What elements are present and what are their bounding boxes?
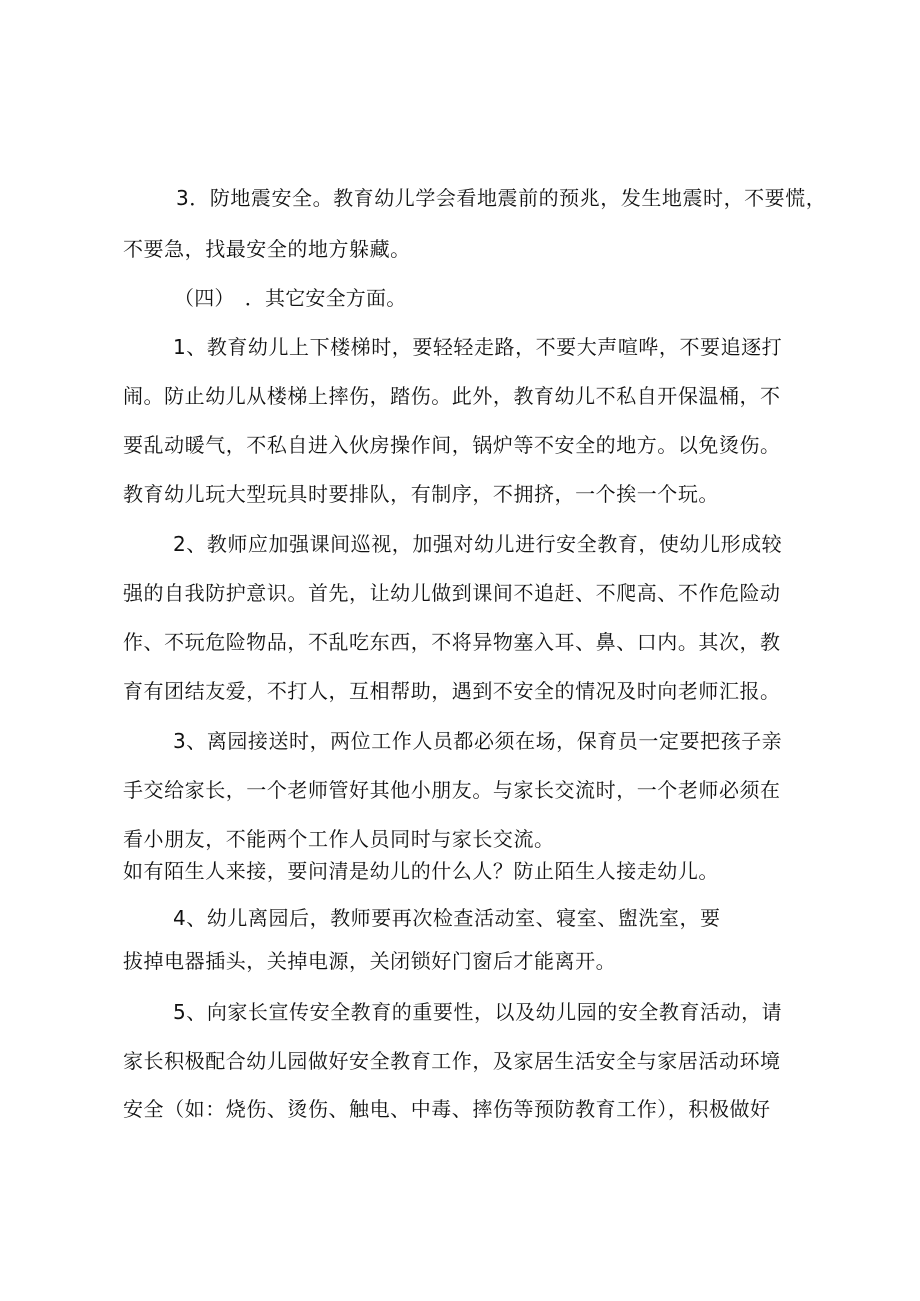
paragraph-line: 闹。防止幼儿从楼梯上摔伤，踏伤。此外，教育幼儿不私自开保温桶，不 — [123, 384, 781, 408]
paragraph-line: 拔掉电器插头，关掉电源，关闭锁好门窗后才能离开。 — [123, 949, 617, 973]
paragraph-line: 家长积极配合幼儿园做好安全教育工作，及家居生活安全与家居活动环境 — [123, 1049, 781, 1073]
paragraph-line: 安全（如：烧伤、烫伤、触电、中毒、摔伤等预防教育工作），积极做好 — [123, 1097, 771, 1121]
paragraph-line: 5、向家长宣传安全教育的重要性，以及幼儿园的安全教育活动，请 — [173, 1000, 783, 1024]
paragraph-line: 作、不玩危险物品，不乱吃东西，不将异物塞入耳、鼻、口内。其次，教 — [123, 630, 781, 654]
paragraph-line: 2、教师应加强课间巡视，加强对幼儿进行安全教育，使幼儿形成较 — [173, 532, 783, 556]
paragraph-line: 育有团结友爱，不打人，互相帮助，遇到不安全的情况及时向老师汇报。 — [123, 679, 781, 703]
paragraph-line: 看小朋友，不能两个工作人员同时与家长交流。 — [123, 827, 555, 851]
paragraph-line: 不要急，找最安全的地方躲藏。 — [123, 237, 411, 261]
paragraph-line: 强的自我防护意识。首先，让幼儿做到课间不追赶、不爬高、不作危险动 — [123, 581, 781, 605]
paragraph-line: 3、离园接送时，两位工作人员都必须在场，保育员一定要把孩子亲 — [173, 729, 783, 753]
paragraph-line: 要乱动暖气，不私自进入伙房操作间，锅炉等不安全的地方。以免烫伤。 — [123, 433, 781, 457]
paragraph-line: 如有陌生人来接，要问清是幼儿的什么人？防止陌生人接走幼儿。 — [123, 859, 719, 883]
paragraph-line: 教育幼儿玩大型玩具时要排队，有制序，不拥挤，一个挨一个玩。 — [123, 482, 719, 506]
paragraph-line: 手交给家长，一个老师管好其他小朋友。与家长交流时，一个老师必须在 — [123, 778, 781, 802]
paragraph-line: 3．防地震安全。教育幼儿学会看地震前的预兆，发生地震时，不要慌， — [176, 186, 827, 210]
section-heading: （四） ．其它安全方面。 — [174, 286, 407, 310]
paragraph-line: 4、幼儿离园后，教师要再次检查活动室、寝室、盥洗室，要 — [173, 906, 721, 930]
paragraph-line: 1、教育幼儿上下楼梯时，要轻轻走路，不要大声喧哗，不要追逐打 — [173, 335, 783, 359]
